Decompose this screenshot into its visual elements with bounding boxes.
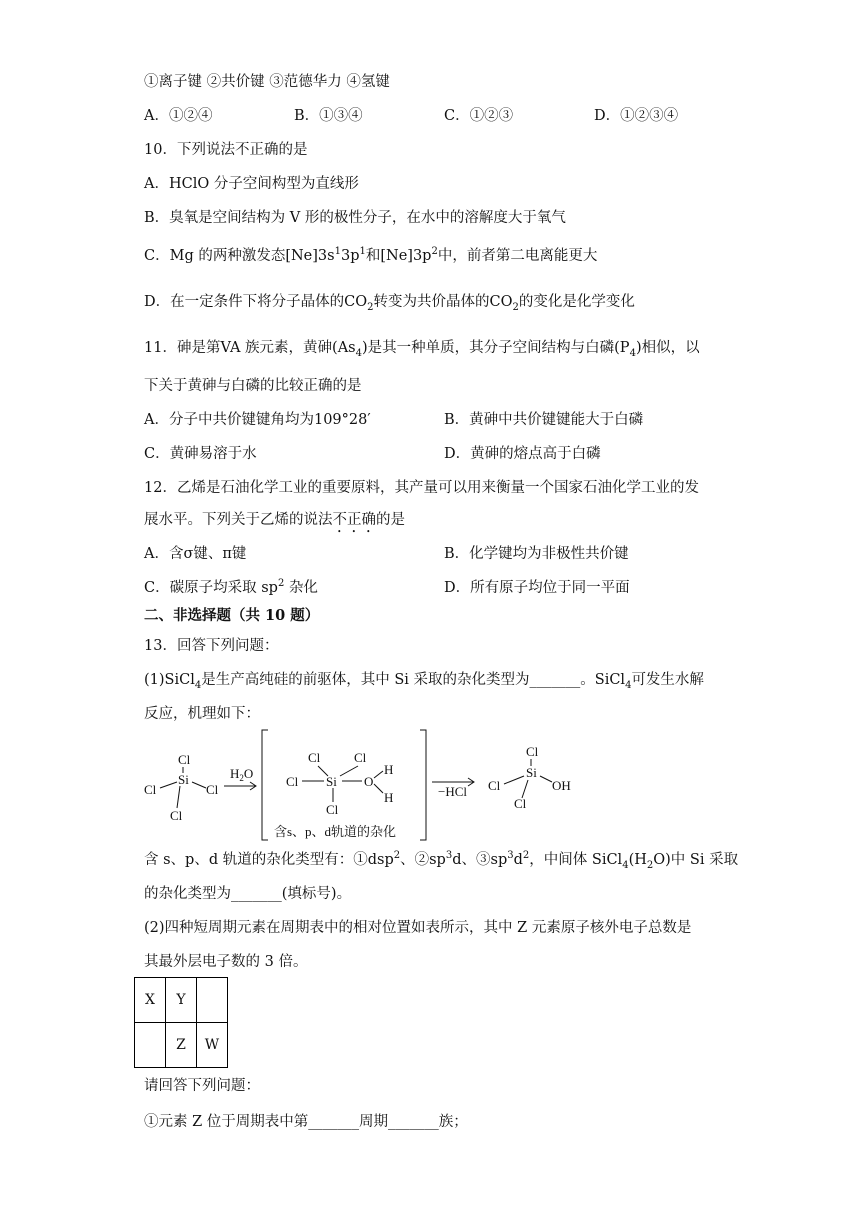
q13-part1-line4: 的杂化类型为_______(填标号)。 [144, 886, 352, 902]
q10-option-a: A．HClO 分子空间构型为直线形 [144, 176, 359, 192]
product-bond-left [504, 776, 524, 784]
sicl4-si: Si [178, 772, 189, 787]
intermediate-bond-top-left [318, 766, 328, 776]
bracket-left [262, 730, 268, 840]
sicl4-cl-left: Cl [144, 782, 157, 797]
q13-part1-line1: (1)SiCl$_4$是生产高纯硅的前驱体，其中 Si 采取的杂化类型为_______。SiCl$_4$可发生水解 [144, 672, 704, 691]
q12-option-b: B．化学键均为非极性共价键 [444, 546, 629, 562]
intermediate-bond-top-right [340, 766, 358, 776]
q9-option-d: D．①②③④ [594, 108, 679, 124]
intermediate-cl-left: Cl [286, 774, 299, 789]
table-cell-z: Z [166, 1023, 197, 1068]
q13-part1-line2: 反应，机理如下： [144, 706, 260, 722]
table-row [135, 978, 228, 1023]
sicl4-bond-left [160, 782, 177, 788]
q13-part2-line2: 其最外层电子数的 3 倍。 [144, 954, 308, 970]
intermediate-caption: 含s、p、d轨道的杂化 [274, 824, 397, 839]
q11-option-c: C．黄砷易溶于水 [144, 446, 257, 462]
q10-option-d: D．在一定条件下将分子晶体的$CO_2$转变为共价晶体的$CO_2$的变化是化学变化 [144, 294, 635, 313]
water-label: $H_2O$ [230, 766, 254, 783]
sicl4-bond-bottom [177, 786, 180, 808]
table-cell-y: Y [166, 978, 197, 1023]
q12-stem-line1: 12．乙烯是石油化学工业的重要原料，其产量可以用来衡量一个国家石油化学工业的发 [144, 480, 699, 496]
q10-stem: 10．下列说法不正确的是 [144, 142, 308, 158]
q13-question-1: ①元素 Z 位于周期表中第_______周期_______族； [144, 1114, 468, 1130]
q9-option-b: B．①③④ [294, 108, 363, 124]
intermediate-cl-bottom: Cl [326, 802, 339, 817]
q9-option-a: A．①②④ [144, 108, 213, 124]
q11-option-a: A．分子中共价键键角均为109°28′ [144, 412, 371, 428]
q13-prompt: 请回答下列问题： [144, 1078, 260, 1094]
product-cl-top: Cl [526, 744, 539, 759]
q10-option-c: C．Mg 的两种激发态$[Ne]3s^13p^1$和$[Ne]3p^2$中，前者第二电离能更大 [144, 246, 598, 264]
q12-option-a: A．含σ键、π键 [144, 546, 247, 562]
q13-part1-line3: 含 s、p、d 轨道的杂化类型有：①dsp$^2$、$②sp^3d$、$③sp^3d^2$，中间体 $SiCl_4(H_2O)$中 Si 采取 [144, 850, 739, 871]
intermediate-si: Si [326, 774, 337, 789]
intermediate-cl-top-left: Cl [308, 750, 321, 765]
q12-option-c: C．碳原子均采取 $sp^2$ 杂化 [144, 578, 318, 596]
product-si: Si [526, 765, 537, 780]
intermediate-cl-top-right: Cl [354, 750, 367, 765]
q13-part2-line1: (2)四种短周期元素在周期表中的相对位置如表所示，其中 Z 元素原子核外电子总数是 [144, 920, 692, 936]
intermediate-h-top: H [384, 762, 394, 777]
intermediate-o: O [364, 774, 374, 789]
q11-stem-line2: 下关于黄砷与白磷的比较正确的是 [144, 378, 362, 394]
q12-option-d: D．所有原子均位于同一平面 [444, 580, 630, 596]
q10-option-b: B．臭氧是空间结构为 V 形的极性分子，在水中的溶解度大于氧气 [144, 210, 566, 226]
q9-option-c: C．①②③ [444, 108, 514, 124]
product-cl-left: Cl [488, 778, 501, 793]
sicl4-cl-right: Cl [206, 782, 219, 797]
sicl4-cl-top: Cl [178, 752, 191, 767]
intermediate-bond-oh-bottom [374, 784, 383, 793]
bracket-right [420, 730, 426, 840]
q9-items: ①离子键 ②共价键 ③范德华力 ④氢键 [144, 74, 390, 90]
table-cell-x: X [135, 978, 166, 1023]
minus-hcl-label: −HCl [438, 784, 468, 799]
section-heading: 二、非选择题（共 10 题） [144, 607, 320, 624]
product-cl-bottom: Cl [514, 796, 527, 811]
table-cell-empty [197, 978, 228, 1023]
product-bond-right [540, 776, 552, 782]
sicl4-bond-right [192, 782, 206, 788]
q11-option-d: D．黄砷的熔点高于白磷 [444, 446, 601, 462]
table-row [135, 1023, 228, 1068]
hydrolysis-mechanism-diagram [140, 726, 600, 844]
q13-stem: 13．回答下列问题： [144, 638, 279, 654]
table-cell-empty [135, 1023, 166, 1068]
table-cell-w: W [197, 1023, 228, 1068]
sicl4-cl-bottom: Cl [170, 808, 183, 823]
q12-stem-line2: 展水平。下列关于乙烯的说法不正确的是 [144, 512, 405, 528]
intermediate-h-bottom: H [384, 790, 394, 805]
q11-option-b: B．黄砷中共价键键能大于白磷 [444, 412, 644, 428]
intermediate-bond-oh-top [374, 771, 383, 778]
product-oh: OH [552, 778, 571, 793]
q11-stem-line1: 11．砷是第VA 族元素，黄砷$(As_4)$是其一种单质，其分子空间结构与白磷$(P_4)$相似，以 [144, 340, 700, 359]
periodic-table-fragment [134, 977, 228, 1068]
